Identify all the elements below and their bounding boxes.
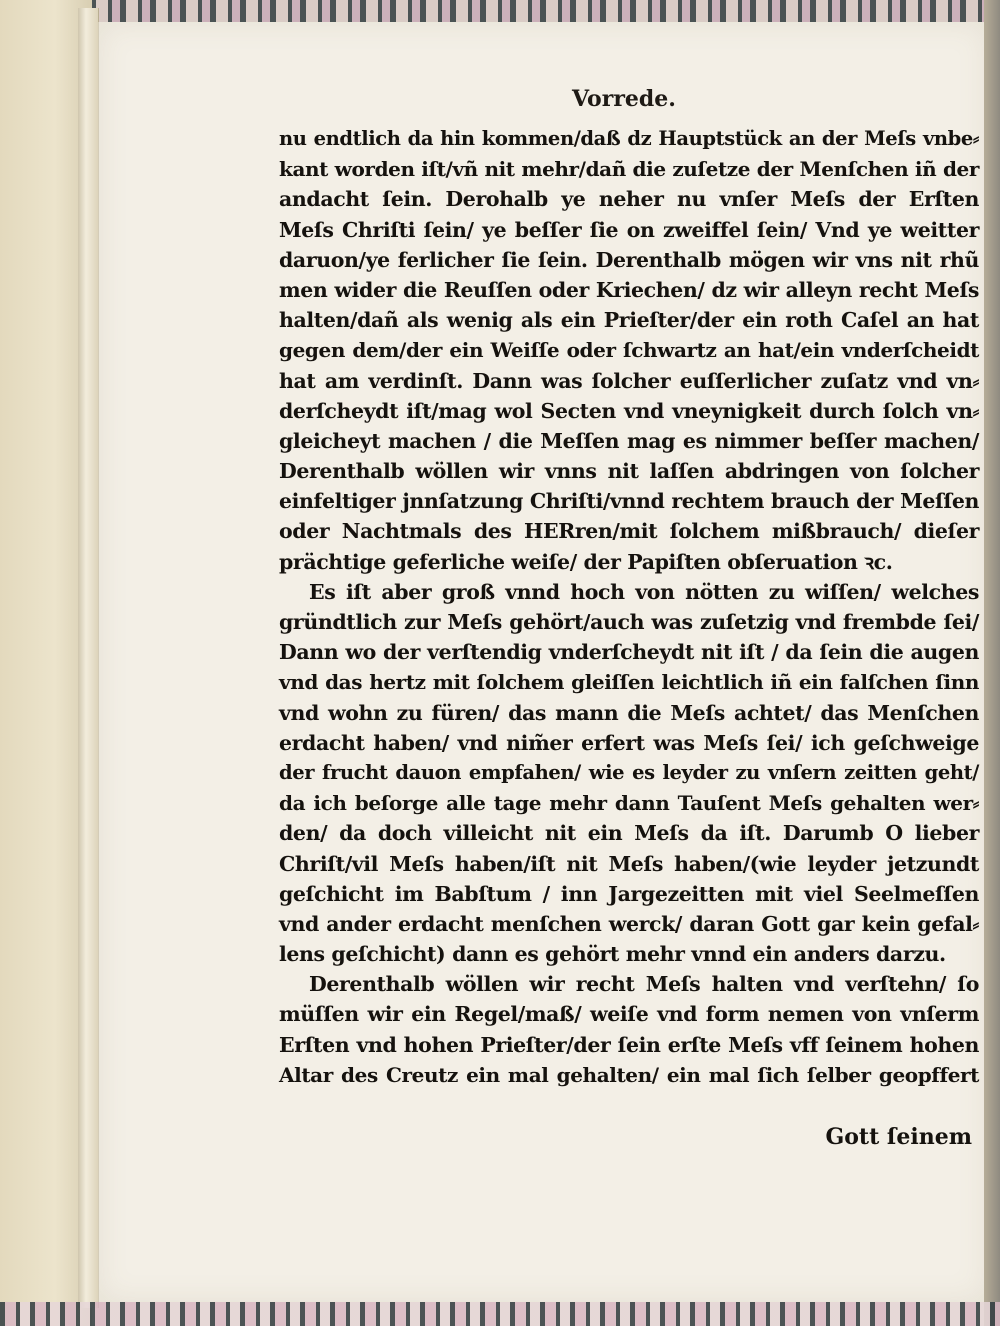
text-line: hat am verdinſt. Dann was ſolcher euſſerlicher zuſatz vnd vn⸗ bbox=[279, 368, 979, 393]
text-line: Derenthalb wöllen wir vnns nit laſſen abdringen von ſolcher bbox=[279, 459, 979, 484]
text-line: vnd wohn zu füren/ das mann die Meſs achtet/ das Menſchen bbox=[279, 700, 979, 725]
text-line: da ich beſorge alle tage mehr dann Tauſent Meſs gehalten wer⸗ bbox=[279, 791, 979, 816]
text-line: erdacht haben/ vnd nim̃er erfert was Meſs ſei/ ich geſchweige bbox=[279, 730, 979, 755]
body-text bbox=[279, 124, 979, 1090]
text-line: lens geſchicht) dann es gehört mehr vnnd ein anders darzu. bbox=[279, 942, 946, 967]
text-line: nu endtlich da hin kommen/daß dz Hauptstück an der Meſs vnbe⸗ bbox=[279, 127, 979, 150]
text-line: derſcheydt iſt/mag wol Secten vnd vneynigkeit durch ſolch vn⸗ bbox=[279, 398, 979, 423]
text-line: halten/dañ als wenig als ein Prieſter/der ein roth Caſel an hat bbox=[279, 308, 979, 333]
text-line: Chriſt/vil Meſs haben/iſt nit Meſs haben/(wie leyder jetzundt bbox=[279, 851, 979, 876]
text-line: Dann wo der verſtendig vnderſcheydt nit iſt / da ſein die augen bbox=[279, 640, 979, 665]
text-line: der frucht dauon empfahen/ wie es leyder zu vnſern zeitten geht/ bbox=[279, 760, 979, 784]
text-line: Es iſt aber groß vnnd hoch von nötten zu wiſſen/ welches bbox=[309, 579, 979, 604]
binding-right-edge bbox=[984, 0, 1000, 1326]
page-edge bbox=[78, 8, 99, 1308]
text-line: Meſs Chriſti ſein/ ye beſſer ſie on zweiffel ſein/ Vnd ye weitter bbox=[279, 217, 979, 242]
decorative-paper-bottom bbox=[0, 1302, 1000, 1326]
text-line: geſchicht im Babſtum / inn Jargezeitten mit viel Seelmeſſen bbox=[279, 881, 979, 906]
text-line: men wider die Reuſſen oder Kriechen/ dz wir alleyn recht Meſs bbox=[279, 277, 979, 302]
text-line: gründtlich zur Meſs gehört/auch was zuſetzig vnd frembde ſei/ bbox=[279, 610, 979, 634]
text-line: vnd ander erdacht menſchen werck/ daran Gott gar kein gefal⸗ bbox=[279, 911, 979, 936]
text-line: Derenthalb wöllen wir recht Meſs halten vnd verſtehn/ ſo bbox=[309, 972, 979, 997]
catchword: Gott ſeinem bbox=[825, 1124, 972, 1150]
text-line: prächtige geferliche weiſe/ der Papiſten obſeruation ꝛc. bbox=[279, 549, 893, 574]
running-head: Vorrede. bbox=[572, 86, 676, 112]
text-line: Altar des Creutz ein mal gehalten/ ein mal ſich ſelber geopffert bbox=[279, 1062, 979, 1087]
text-line: den/ da doch villeicht nit ein Meſs da iſt. Darumb O lieber bbox=[279, 821, 979, 846]
text-line: einfeltiger jnnſatzung Chriſti/vnnd rechtem brauch der Meſſen bbox=[279, 489, 979, 514]
text-line: daruon/ye ferlicher ſie ſein. Derenthalb mögen wir vns nit rhũ bbox=[279, 247, 979, 272]
text-line: Erſten vnd hohen Prieſter/der ſein erſte Meſs vff ſeinem hohen bbox=[279, 1032, 979, 1057]
text-line: vnd das hertz mit ſolchem gleiſſen leichtlich iñ ein falſchen ſinn bbox=[279, 670, 979, 695]
text-line: gleicheyt machen / die Meſſen mag es nimmer beſſer machen/ bbox=[279, 428, 979, 453]
text-line: müſſen wir ein Regel/maß/ weiſe vnd form nemen von vnſerm bbox=[279, 1002, 979, 1027]
text-line: oder Nachtmals des HERren/mit ſolchem mißbrauch/ dieſer bbox=[279, 519, 979, 544]
text-line: kant worden iſt/vñ nit mehr/dañ die zuſetze der Menſchen iñ der bbox=[279, 157, 979, 182]
text-line: andacht ſein. Derohalb ye neher nu vnſer Meſs der Erſten bbox=[279, 187, 979, 212]
decorative-paper-top bbox=[0, 0, 1000, 24]
text-line: gegen dem/der ein Weiſſe oder ſchwartz an hat/ein vnderſcheidt bbox=[279, 338, 979, 363]
